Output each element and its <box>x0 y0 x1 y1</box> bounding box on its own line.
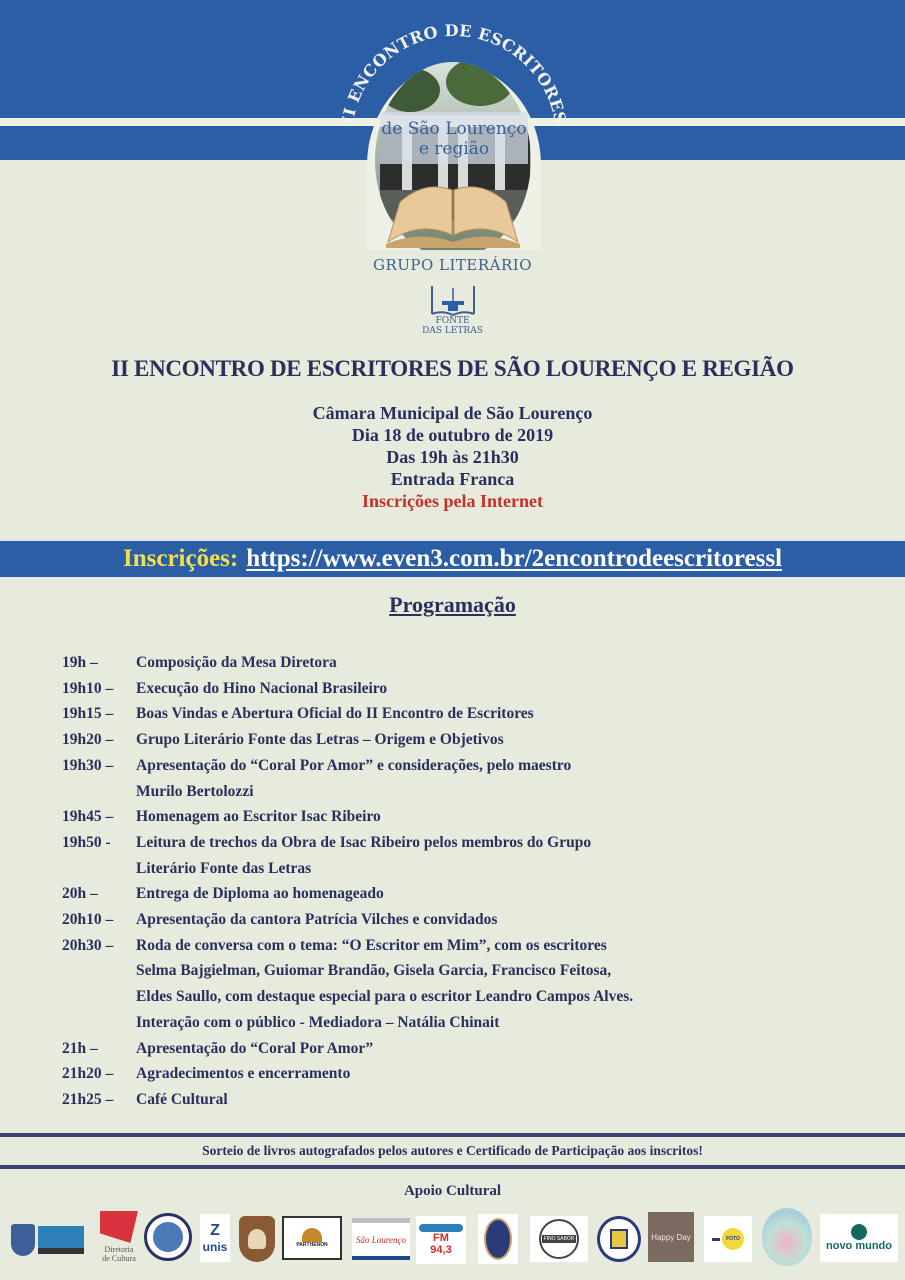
program-item <box>62 650 862 676</box>
sponsor-logo-prefeitura <box>8 1220 86 1260</box>
program-item-description: Grupo Literário Fonte das Letras – Origem e Objetivos <box>136 731 504 749</box>
program-item <box>62 881 862 907</box>
program-item-time: 19h10 – <box>62 679 114 697</box>
sponsor-logo-text: São Lourenço <box>356 1234 406 1245</box>
program-item-description: Leitura de trechos da Obra de Isac Ribeiro pelos membros do Grupo Literário Fonte das Letras <box>136 833 592 877</box>
program-item <box>62 753 862 804</box>
event-title: II ENCONTRO DE ESCRITORES DE SÃO LOURENÇO E REGIÃO <box>111 356 794 381</box>
program-item-description: Boas Vindas e Abertura Oficial do II Encontro de Escritores <box>136 705 534 723</box>
program-item-time: 20h10 – <box>62 911 114 929</box>
arc-title: II ENCONTRO DE ESCRITORES <box>338 20 571 126</box>
program-item-description: Entrega de Diploma ao homenageado <box>136 885 384 903</box>
sponsor-logo-text: novo mundo <box>826 1240 892 1252</box>
program-item-time: 19h50 - <box>62 833 111 851</box>
sponsor-logos <box>8 1206 900 1272</box>
registration-label: Inscrições: <box>122 545 239 572</box>
program-item <box>62 907 862 933</box>
sponsor-logo-text: Happy Day <box>651 1232 691 1242</box>
sponsor-logo-text: unis <box>202 1240 228 1254</box>
program-item-time: 19h15 – <box>62 705 114 723</box>
program-item-description: Agradecimentos e encerramento <box>136 1065 351 1083</box>
program-item <box>62 727 862 753</box>
program-item-time: 21h25 – <box>62 1090 114 1108</box>
program-item-description: Homenagem ao Escritor Isac Ribeiro <box>136 808 381 826</box>
program-item <box>62 933 862 1036</box>
program-item <box>62 830 862 881</box>
program-item-time: 21h20 – <box>62 1065 114 1083</box>
raffle-notice: Sorteio de livros autografados pelos autores e Certificado de Participação aos inscritos! <box>0 1133 905 1169</box>
registration-link[interactable]: https://www.even3.com.br/2encontrodeescritoressl <box>246 545 783 572</box>
program-item <box>62 1087 862 1113</box>
program-item-time: 19h45 – <box>62 808 114 826</box>
group-name <box>0 316 905 336</box>
program-item-time: 20h30 – <box>62 936 114 954</box>
group-name-line2: DAS LETRAS <box>422 326 483 336</box>
sponsor-logo-foto <box>704 1216 752 1262</box>
sponsor-logo-oval-seal <box>478 1214 518 1264</box>
sponsor-logo-diretoria-de-cultura <box>96 1206 142 1268</box>
registration-bar <box>0 539 905 577</box>
program-item <box>62 676 862 702</box>
event-hours: Das 19h às 21h30 <box>386 447 519 467</box>
sponsor-logo-parthenon <box>282 1216 342 1260</box>
event-entry: Entrada Franca <box>390 469 515 489</box>
event-info <box>0 402 905 512</box>
sponsor-logo-shield <box>239 1216 275 1262</box>
program-item-time: 20h – <box>62 885 98 903</box>
sponsor-logo-radio-fm <box>416 1216 466 1264</box>
sponsor-logo-floral <box>762 1208 812 1266</box>
sponsor-logo-text: PARTHENON <box>296 1242 328 1248</box>
program-item-description: Apresentação do “Coral Por Amor” <box>136 1039 374 1057</box>
sponsor-logo-text: Diretoria de Cultura <box>102 1245 136 1263</box>
sponsor-logo-fino-sabor <box>530 1216 588 1262</box>
program-item-description: Roda de conversa com o tema: “O Escritor em Mim”, com os escritores Selma Bajgielman, Guiomar Brandão, Gisela Garcia, Francisco Feitosa, Eldes Saullo, com destaque especial para o escritor Leandro Campos Alves. Interação com o público - Mediadora – Natália Chinait <box>136 936 634 1031</box>
sponsor-logo-text: FM 94,3 <box>430 1232 452 1256</box>
program-item-description: Apresentação da cantora Patrícia Vilches e convidados <box>136 911 498 929</box>
sponsor-logo-unis: Z unis <box>200 1214 230 1262</box>
program-item-description: Apresentação do “Coral Por Amor” e considerações, pelo maestro Murilo Bertolozzi <box>136 756 572 800</box>
sponsor-logo-happy-day <box>648 1212 694 1262</box>
sponsor-logo-seal <box>144 1213 192 1261</box>
program-item <box>62 804 862 830</box>
program-item-description: Execução do Hino Nacional Brasileiro <box>136 679 388 697</box>
program-item-time: 19h – <box>62 654 98 671</box>
sponsors-title: Apoio Cultural <box>403 1183 502 1199</box>
program-schedule <box>62 650 862 1113</box>
group-label: GRUPO LITERÁRIO <box>372 256 533 274</box>
sponsor-logo-academy-seal <box>596 1214 642 1264</box>
registration-note: Inscrições pela Internet <box>362 491 543 511</box>
emblem-subtitle-line1: de São Lourenço <box>381 119 527 139</box>
program-item-time: 21h – <box>62 1039 98 1057</box>
sponsor-logo-novo-mundo <box>820 1214 898 1262</box>
program-item <box>62 1061 862 1087</box>
program-item-time: 19h30 – <box>62 756 114 774</box>
emblem-subtitle-line2: e região <box>418 139 490 159</box>
group-name-line1: FONTE <box>435 316 470 326</box>
sponsor-logo-sao-lourenco-water <box>352 1218 410 1260</box>
program-item <box>62 701 862 727</box>
sponsor-logo-text: FINO SABOR <box>543 1236 575 1242</box>
program-item-description: Café Cultural <box>136 1090 228 1108</box>
event-venue: Câmara Municipal de São Lourenço <box>312 403 593 423</box>
program-item-time: 19h20 – <box>62 731 114 749</box>
program-item <box>62 1036 862 1062</box>
event-date: Dia 18 de outubro de 2019 <box>351 425 554 445</box>
event-emblem <box>330 20 575 250</box>
program-item-description: Composição da Mesa Diretora <box>136 654 337 671</box>
sponsor-logo-text: FOTO <box>726 1236 740 1242</box>
program-title: Programação <box>389 592 516 617</box>
